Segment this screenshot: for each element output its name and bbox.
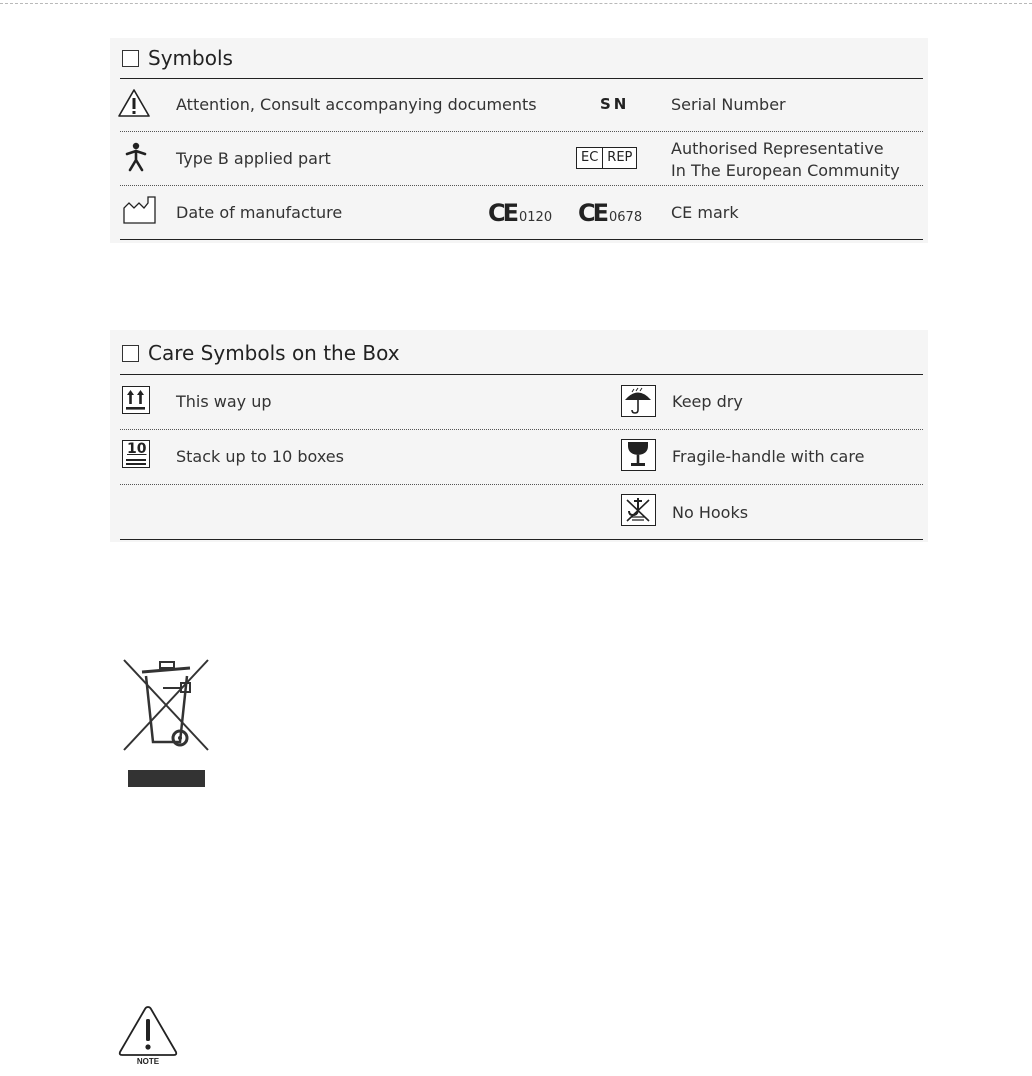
no-hooks-label: No Hooks [672, 503, 749, 522]
fragile-label: Fragile-handle with care [672, 447, 865, 466]
warning-triangle-icon [117, 88, 151, 122]
date-of-manufacture-label: Date of manufacture [176, 203, 343, 222]
care-symbols-checkbox[interactable] [122, 345, 139, 362]
keep-dry-label: Keep dry [672, 392, 743, 411]
symbols-checkbox[interactable] [122, 50, 139, 67]
umbrella-keep-dry-icon [621, 385, 656, 417]
no-hooks-icon [621, 494, 656, 526]
stack-line-icon [126, 459, 146, 461]
type-b-applied-part-icon [125, 142, 147, 176]
row-divider [120, 185, 923, 186]
ce-mark-number: 0120 [519, 210, 553, 225]
symbols-top-rule [120, 78, 923, 79]
note-warning-icon [116, 1004, 180, 1070]
serial-number-label: Serial Number [671, 95, 786, 114]
ce-mark-number: 0678 [609, 210, 643, 225]
care-top-rule [120, 374, 923, 375]
symbols-title: Symbols [148, 46, 233, 70]
note-label: NOTE [136, 1057, 160, 1066]
authorised-rep-line-1: Authorised Representative [671, 139, 884, 158]
care-bottom-rule [120, 539, 923, 540]
symbols-bottom-rule [120, 239, 923, 240]
row-divider [120, 429, 923, 430]
symbols-header [122, 40, 233, 76]
symbols-section [110, 38, 928, 243]
ce-mark-letters: CE [488, 199, 517, 227]
ce-mark-letters: CE [578, 199, 607, 227]
this-way-up-icon [122, 386, 150, 414]
type-b-label: Type B applied part [176, 149, 331, 168]
care-symbols-title: Care Symbols on the Box [148, 341, 400, 365]
stack-up-label: Stack up to 10 boxes [176, 447, 344, 466]
fragile-glass-icon [621, 439, 656, 471]
authorised-rep-line-2: In The European Community [671, 161, 900, 180]
row-divider [120, 484, 923, 485]
ce-mark-0678 [578, 201, 642, 225]
this-way-up-label: This way up [176, 392, 272, 411]
ec-rep-rep: REP [602, 148, 636, 168]
ec-rep-ec: EC [581, 150, 599, 165]
page-top-dashed-border [0, 3, 1032, 4]
attention-label: Attention, Consult accompanying documents [176, 95, 537, 114]
ec-rep-symbol [576, 147, 637, 169]
ce-mark-0120 [488, 201, 552, 225]
crossed-out-wheelie-bin-icon [120, 656, 212, 795]
care-symbols-section [110, 330, 928, 542]
row-divider [120, 131, 923, 132]
care-symbols-header [122, 335, 400, 371]
stack-limit-icon [122, 440, 150, 468]
stack-limit-number: 10 [127, 441, 147, 457]
factory-date-icon [122, 195, 158, 229]
stack-line-icon [126, 463, 146, 465]
ce-mark-label: CE mark [671, 203, 739, 222]
serial-number-symbol: SN [600, 95, 630, 113]
